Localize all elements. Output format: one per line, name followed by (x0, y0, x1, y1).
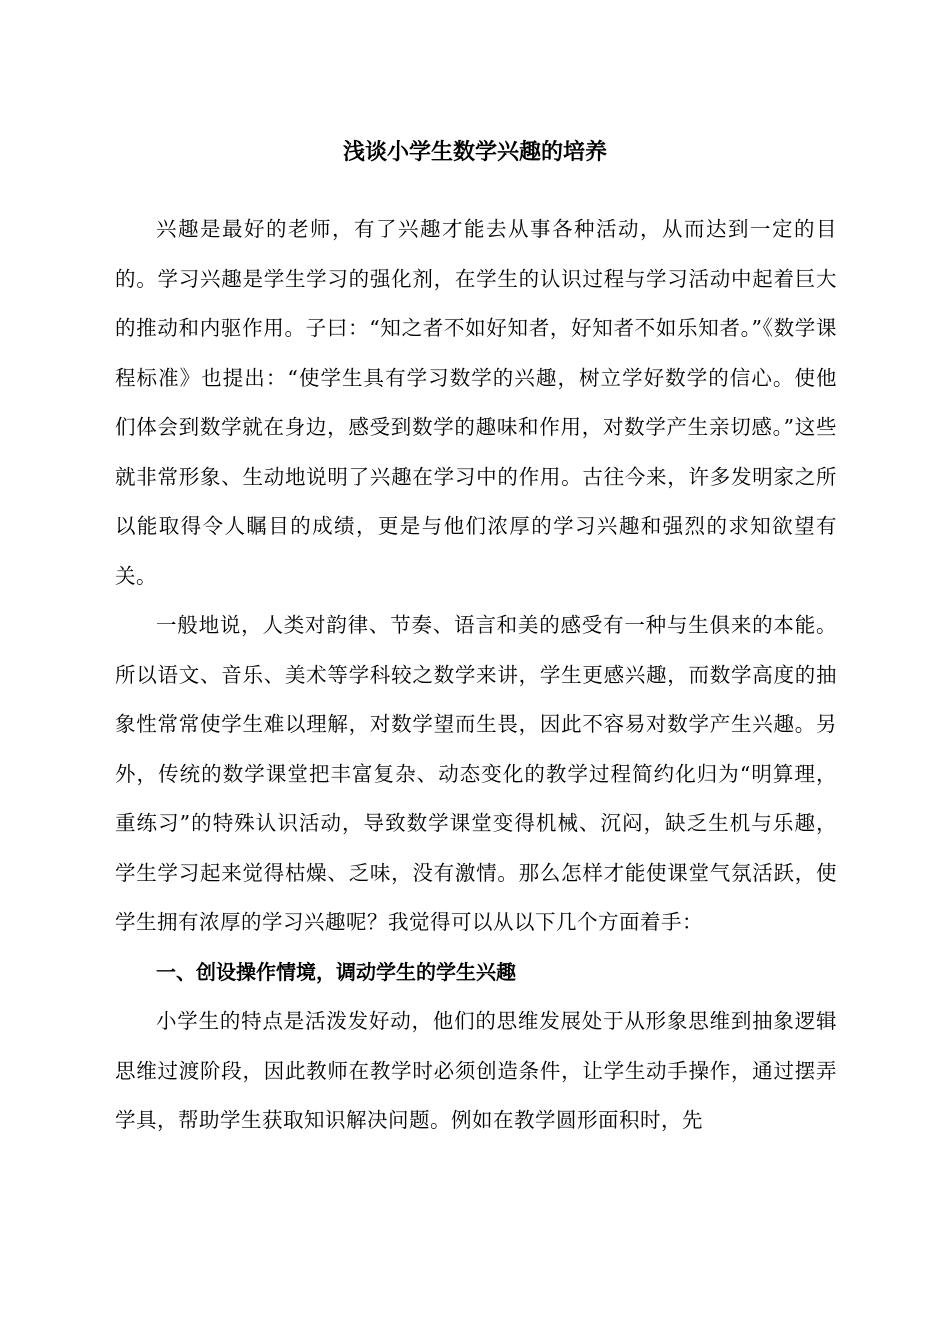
document-title: 浅谈小学生数学兴趣的培养 (342, 140, 607, 165)
document-body (115, 205, 837, 1146)
section-heading-1: 一、创设操作情境，调动学生的学生兴趣 (156, 959, 516, 984)
paragraph-intro: 兴趣是最好的老师，有了兴趣才能去从事各种活动，从而达到一定的目的。学习兴趣是学生学习的强化剂，在学生的认识过程与学习活动中起着巨大的推动和内驱作用。子曰：“知之者不如好知者，好知者不如乐知者。”《数学课程标准》也提出：“使学生具有学习数学的兴趣，树立学好数学的信心。使他们体会到数学就在身边，感受到数学的趣味和作用，对数学产生亲切感。”这些就非常形象、生动地说明了兴趣在学习中的作用。古往今来，许多发明家之所以能取得令人瞩目的成绩，更是与他们浓厚的学习兴趣和强烈的求知欲望有关。 (115, 217, 837, 588)
paragraph-section-1: 小学生的特点是活泼发好动，他们的思维发展处于从形象思维到抽象逻辑思维过渡阶段，因此教师在教学时必须创造条件，让学生动手操作，通过摆弄学具，帮助学生获取知识解决问题。例如在教学圆形面积时，先 (115, 1009, 837, 1132)
paragraph-background: 一般地说，人类对韵律、节奏、语言和美的感受有一种与生俱来的本能。所以语文、音乐、美术等学科较之数学来讲，学生更感兴趣，而数学高度的抽象性常常使学生难以理解，对数学望而生畏，因此不容易对数学产生兴趣。另外，传统的数学课堂把丰富复杂、动态变化的教学过程简约化归为“明算理，重练习”的特殊认识活动，导致数学课堂变得机械、沉闷，缺乏生机与乐趣，学生学习起来觉得枯燥、乏味，没有激情。那么怎样才能使课堂气氛活跃，使学生拥有浓厚的学习兴趣呢？我觉得可以从以下几个方面着手： (115, 613, 837, 934)
